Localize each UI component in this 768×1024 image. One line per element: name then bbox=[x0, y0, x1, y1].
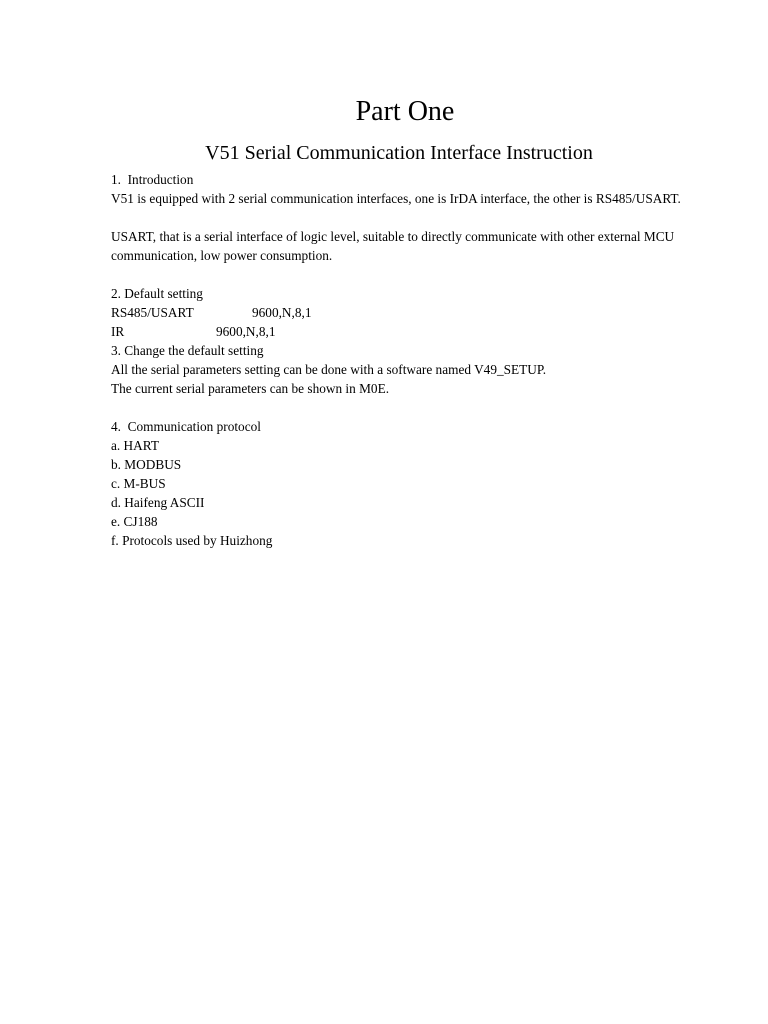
protocol-item: f. Protocols used by Huizhong bbox=[111, 533, 273, 548]
spacer bbox=[111, 265, 711, 284]
page-title: Part One bbox=[355, 96, 455, 127]
protocol-heading: 4. Communication protocol bbox=[111, 419, 261, 434]
document-body bbox=[111, 170, 711, 550]
default-row-rs485 bbox=[111, 303, 711, 322]
intro-line-1: V51 is equipped with 2 serial communication interfaces, one is IrDA interface, the other is RS485/USART. bbox=[111, 191, 681, 206]
protocol-item: e. CJ188 bbox=[111, 514, 158, 529]
ir-label: IR bbox=[111, 324, 125, 339]
page-subtitle: V51 Serial Communication Interface Instruction bbox=[205, 142, 593, 164]
protocol-item: c. M-BUS bbox=[111, 476, 166, 491]
change-heading: 3. Change the default setting bbox=[111, 343, 264, 358]
intro-heading: 1. Introduction bbox=[111, 172, 194, 187]
protocol-item: a. HART bbox=[111, 438, 159, 453]
intro-line-2: USART, that is a serial interface of logic level, suitable to directly communicate with other external MCU bbox=[111, 229, 675, 244]
intro-line-3: communication, low power consumption. bbox=[111, 248, 333, 263]
protocol-item: d. Haifeng ASCII bbox=[111, 495, 205, 510]
protocol-item: b. MODBUS bbox=[111, 457, 182, 472]
rs485-value: 9600,N,8,1 bbox=[252, 305, 312, 320]
spacer bbox=[111, 398, 711, 417]
spacer bbox=[111, 208, 711, 227]
rs485-label: RS485/USART bbox=[111, 305, 194, 320]
change-line-1: All the serial parameters setting can be done with a software named V49_SETUP. bbox=[111, 362, 547, 377]
default-row-ir bbox=[111, 322, 711, 341]
default-heading: 2. Default setting bbox=[111, 286, 203, 301]
change-line-2: The current serial parameters can be shown in M0E. bbox=[111, 381, 390, 396]
ir-value: 9600,N,8,1 bbox=[216, 324, 276, 339]
